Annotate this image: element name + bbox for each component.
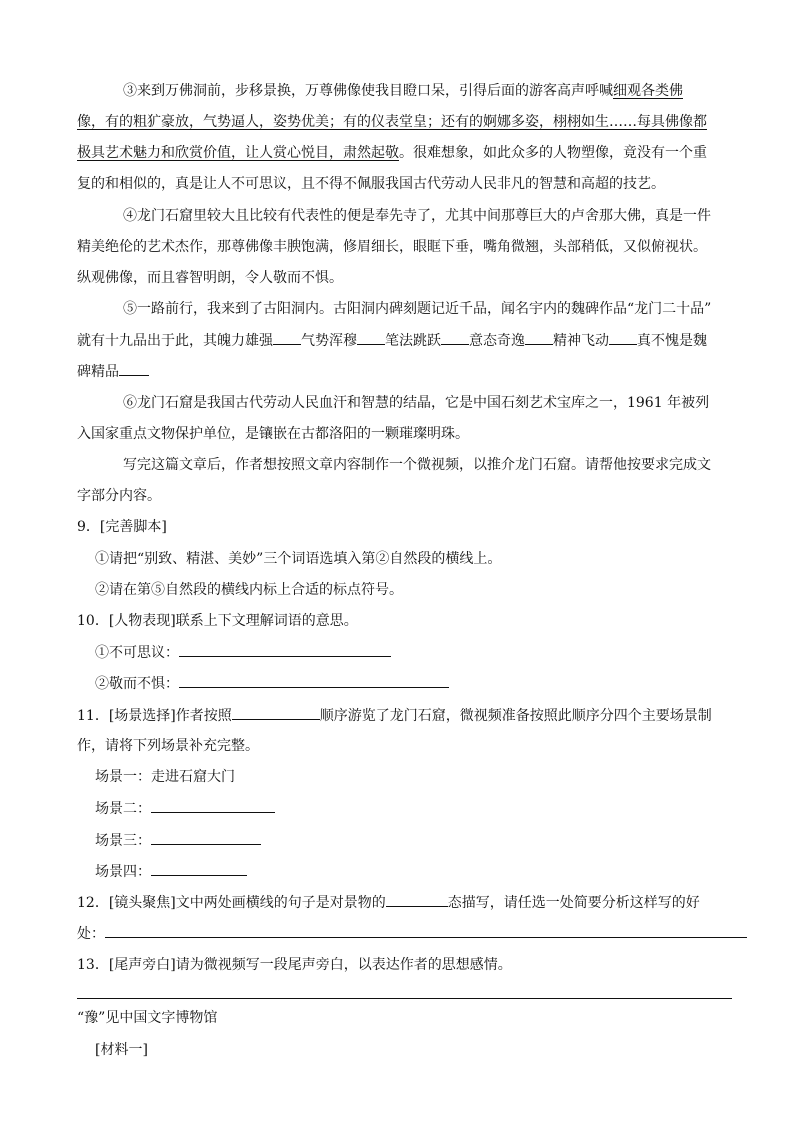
question-12-line-2 [77,923,747,943]
scene-label: 场景四： [95,864,151,880]
paragraph-5-line-1: ⑤一路前行，我来到了古阳洞内。古阳洞内碑刻题记近千品，闻名宇内的魏碑作品“龙门二十品” [123,301,712,317]
q10-label: ①不可思议： [95,645,179,661]
answer-blank[interactable] [151,861,247,876]
question-12-line-1 [77,892,700,912]
punctuation-blank[interactable] [273,330,301,345]
question-10-sub-2 [95,673,449,693]
paragraph-5-line-3 [77,361,149,381]
p5-text: 气势浑穆 [301,333,357,349]
scene-3 [95,830,261,850]
scene-4 [95,861,247,881]
paragraph-4-line-3: 纵观佛像，而且睿智明朗，令人敬而不惧。 [77,270,343,286]
task-intro-line-2: 字部分内容。 [77,488,161,504]
p5-text: 碑精品 [77,364,119,380]
question-10-title: 10．[人物表现]联系上下文理解词语的意思。 [77,613,358,629]
question-9-sub-1: ①请把“别致、精湛、美妙”三个词语选填入第②自然段的横线上。 [95,551,502,567]
answer-blank[interactable] [179,673,449,688]
paragraph-3-line-3 [77,143,707,163]
answer-line[interactable] [77,998,732,999]
question-13-line-1: 13．[尾声旁白]请为微视频写一段尾声旁白，以表达作者的思想感情。 [77,957,512,973]
p3-underlined-sentence: 极具艺术魅力和欣赏价值，让人赏心悦目，肃然起敬 [77,145,399,161]
section-title: “豫”见中国文字博物馆 [77,1010,218,1026]
p5-text: 意态奇逸 [469,333,525,349]
paragraph-5-line-2 [77,330,707,350]
answer-blank[interactable] [151,830,261,845]
question-9-title: 9．[完善脚本] [77,519,167,535]
paragraph-6-line-1: ⑥龙门石窟是我国古代劳动人民血汗和智慧的结晶，它是中国石刻艺术宝库之一，1961 年被列 [123,395,710,411]
q12-text: 态描写，请任选一处简要分析这样写的好 [447,895,700,911]
p3-underlined-sentence: 细观各类佛 [613,83,683,99]
question-10-sub-1 [95,642,391,662]
answer-blank[interactable] [386,892,448,907]
answer-blank[interactable] [151,798,275,813]
q11-text: 顺序游览了龙门石窟，微视频准备按照此顺序分四个主要场景制 [319,708,712,724]
p5-text: 精神飞动 [553,333,609,349]
q11-text: 11．[场景选择]作者按照 [77,708,232,724]
answer-blank[interactable] [232,705,320,720]
paragraph-6-line-2: 入国家重点文物保护单位，是镶嵌在古都洛阳的一颗璀璨明珠。 [77,426,469,442]
q12-text: 处： [77,926,105,942]
question-9-sub-2: ②请在第⑤自然段的横线内标上合适的标点符号。 [95,582,403,598]
punctuation-blank[interactable] [441,330,469,345]
punctuation-blank[interactable] [357,330,385,345]
paragraph-3-line-2 [77,112,707,132]
answer-blank[interactable] [179,642,391,657]
scene-label: 场景二： [95,801,151,817]
p5-text: 就有十九品出于此，其魄力雄强 [77,333,273,349]
answer-blank[interactable] [105,923,747,938]
p3-text: 。很难想象，如此众多的人物塑像，竟没有一个重 [399,145,707,161]
p3-text: ③来到万佛洞前，步移景换，万尊佛像使我目瞪口呆，引得后面的游客高声呼喊 [123,83,613,99]
task-intro-line-1: 写完这篇文章后，作者想按照文章内容制作一个微视频，以推介龙门石窟。请帮他按要求完成文 [123,457,711,473]
material-label: [材料一] [95,1042,148,1058]
paragraph-3-line-1 [123,81,683,101]
paragraph-3-line-4: 复的和相似的，真是让人不可思议，且不得不佩服我国古代劳动人民非凡的智慧和高超的技艺。 [77,176,665,192]
question-11-line-1 [77,705,712,725]
punctuation-blank[interactable] [609,330,637,345]
scene-2 [95,798,275,818]
p3-underlined-sentence: 像，有的粗犷豪放，气势逼人，姿势优美；有的仪表堂皇；还有的婀娜多姿，栩栩如生……每具佛像都 [77,114,707,130]
q10-label: ②敬而不惧： [95,676,179,692]
punctuation-blank[interactable] [119,361,149,376]
scene-label: 场景三： [95,833,151,849]
q12-text: 12．[镜头聚焦]文中两处画横线的句子是对景物的 [77,895,386,911]
paragraph-4-line-2: 精美绝伦的艺术杰作，那尊佛像丰腴饱满，修眉细长，眼眶下垂，嘴角微翘，头部稍低，又似俯视状。 [77,239,707,255]
paragraph-4-line-1: ④龙门石窟里较大且比较有代表性的便是奉先寺了，尤其中间那尊巨大的卢舍那大佛，真是一件 [123,208,711,224]
p5-text: 笔法跳跃 [385,333,441,349]
punctuation-blank[interactable] [525,330,553,345]
p5-text: 真不愧是魏 [637,333,707,349]
scene-1: 场景一：走进石窟大门 [95,769,235,785]
question-11-line-2: 作，请将下列场景补充完整。 [77,738,259,754]
